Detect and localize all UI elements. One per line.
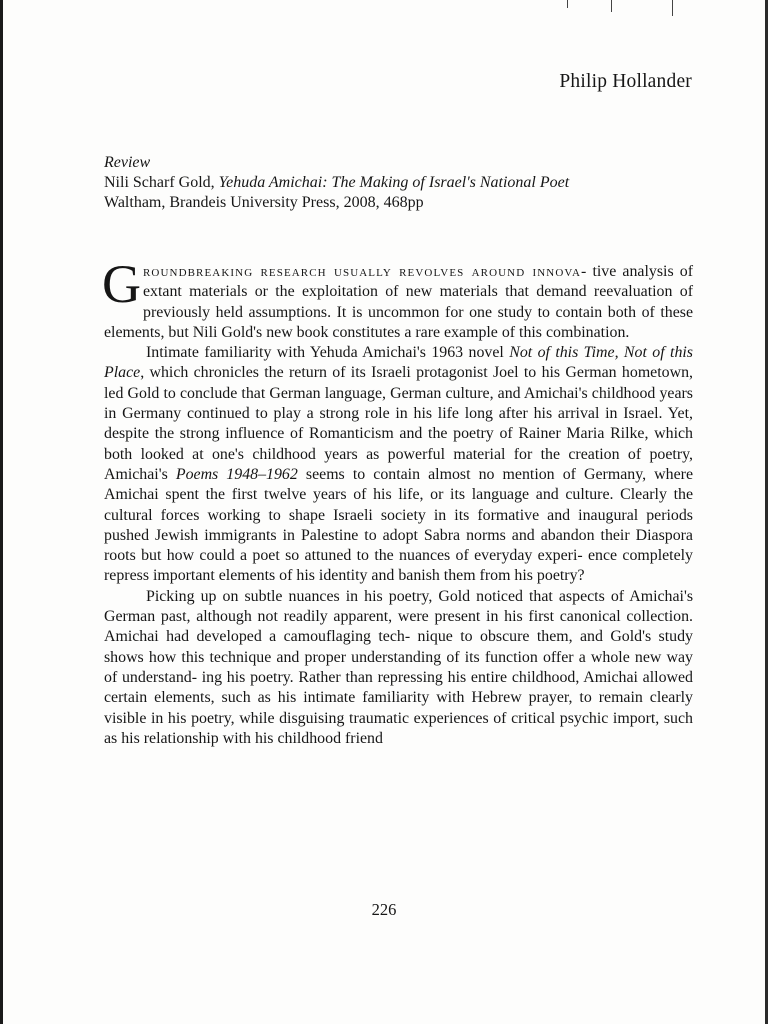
page-number: 226 <box>371 900 397 919</box>
paragraph-3: Picking up on subtle nuances in his poetry, Gold noticed that aspects of Amichai's German past, although not readily apparent, were present in his first canonical collection. Amichai had developed a camouflaging tech- nique to obscure them, and Gold's study shows how this technique and proper understanding of its function offer a whole new way of understand- ing his poetry. Rather than repressing his entire childhood, Amichai allowed certain elements, such as his intimate familiarity with Hebrew prayer, to remain clearly visible in his poetry, while disguising traumatic experiences of critical psychic import, such as his relationship with his childhood friend <box>104 587 693 747</box>
review-body <box>102 254 693 749</box>
paragraph-2-text-b: , which chronicles the return of its Israeli protagonist Joel to his German hometown, led Gold to conclude that German language, German culture, and Amichai's childhood years in Germany continued to play a strong role in his life long after his arrival in Israel. Yet, despite the strong influence of Romanticism and the poetry of Rainer Maria Rilke, which both looked at one's childhood years as powerful material for the creation of poetry, Amichai's <box>104 364 693 483</box>
paragraph-2 <box>104 343 693 587</box>
scan-edge-left <box>0 0 3 1024</box>
novel-title: Not of this Time, Not of this Place <box>104 344 693 382</box>
paragraph-1-rest: - tive analysis of extant materials or the exploitation of new materials that demand reevaluation of previously held assumptions. It is uncommon for one study to contain both of these elements, but Nili Gold's new book constitutes a rare example of this combination. <box>104 263 693 341</box>
drop-cap: G <box>102 254 141 314</box>
book-citation <box>104 173 704 193</box>
review-label: Review <box>104 154 151 171</box>
publication-info: Waltham, Brandeis University Press, 2008, 468pp <box>104 194 424 211</box>
collection-title: Poems 1948–1962 <box>175 465 298 483</box>
paragraph-1 <box>102 254 693 343</box>
scan-mark <box>672 0 673 16</box>
scan-mark <box>611 0 612 12</box>
book-author: Nili Scharf Gold, <box>104 174 219 191</box>
review-header <box>104 153 704 213</box>
small-caps-lead: roundbreaking research usually revolves around innova <box>143 263 582 280</box>
paragraph-2-text-c: seems to contain almost no mention of Germany, where Amichai spent the first twelve years of his life, or its language and culture. Clearly the cultural forces working to shape Israeli society in its formative and inaugural periods pushed Jewish immigrants in Palestine to adopt Sabra norms and abandon their Diaspora roots but how could a poet so attuned to the nuances of everyday experi- ence completely repress important elements of his identity and banish them from his poetry? <box>104 465 693 585</box>
running-head-author: Philip Hollander <box>559 71 692 92</box>
scan-mark <box>567 0 568 8</box>
book-title: Yehuda Amichai: The Making of Israel's National Poet <box>218 174 570 191</box>
paragraph-2-text-a: Intimate familiarity with Yehuda Amichai's 1963 novel <box>146 344 510 362</box>
